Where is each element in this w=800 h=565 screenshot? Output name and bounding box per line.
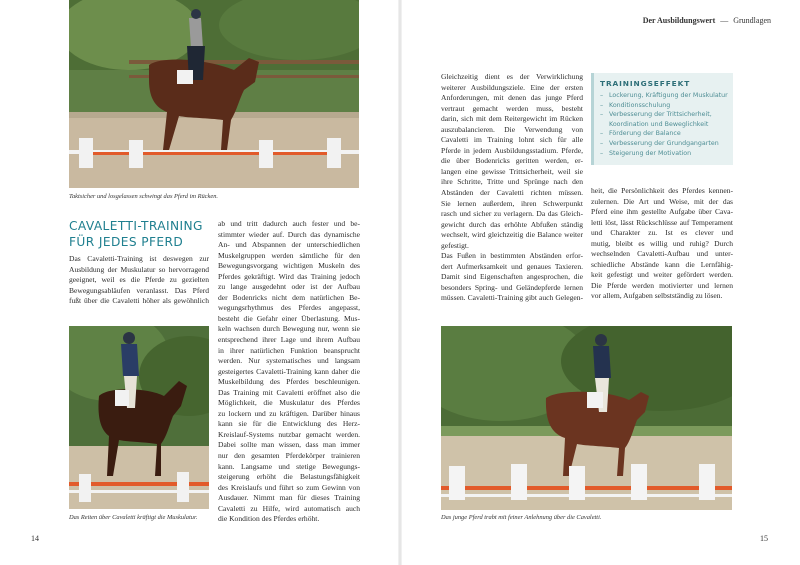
running-head-section: Grundlagen [733,16,771,25]
body-column-1 [69,254,209,307]
text-line: Die Pferde werden motivierter und lernen [591,280,733,290]
running-head [643,16,771,25]
training-effect-item-text: Förderung der Balance [609,130,681,138]
text-line: Bewegungsabläufen veranlasst. Das Pferd [69,285,209,295]
photo-rider-top-left-image [69,0,359,188]
photo-rider-top-left [69,0,359,188]
running-head-title: Der Ausbildungswert [642,16,716,25]
text-line: ihre Schritte, Tritte und Sprünge nach den [441,177,583,187]
training-effect-item-text: Verbesserung der Grundgangarten [609,139,719,147]
text-line: der Bodenricks nicht dem natürlichen Be- [218,292,360,302]
text-line: Bewegungsvorgang wichtigen Muskeln des [218,261,360,271]
text-line: Muskelbildung des Pferdes beschleunigen. [218,377,360,387]
training-effect-item [600,129,727,139]
page-gutter [398,0,402,565]
text-line: und Charakter zu. Ist es clever und [591,228,733,238]
text-line: fußt über die Cavaletti höher als gewöhnlich [69,296,209,306]
text-line: werden. Nur systematisches und langsam [218,356,360,366]
text-line: kann. Langsame und stetige Bewegungs- [218,461,360,471]
text-line: Cavaletti im Training lohnt sich für alle [441,135,583,145]
text-line: zu lockern und zu kräftigen. Darüber hinaus [218,408,360,418]
section-heading-line2: FÜR JEDES PFERD [69,235,184,249]
dash-glyph: – [600,139,604,147]
text-line: besteht die Gefahr einer Überlastung. Mus- [218,313,360,323]
training-effect-item-text: Koordination und Beweglichkeit [609,120,709,128]
text-line: Gleichzeitig dient es der Verwirklichung [441,72,583,81]
training-effect-item [600,101,727,111]
training-effect-item [600,149,727,159]
text-line: Ausdauer. Nimmt man für dieses Training [218,493,360,503]
body-column-3 [441,72,583,304]
caption-right-photo: Das junge Pferd trabt mit feiner Anlehnung über die Cavaletti. [441,514,602,521]
text-line: besonders Spring- und Geländepferde lernen [441,282,583,292]
dash-glyph: – [600,130,604,138]
text-line: Sie lernen außerdem, ihren Schwerpunkt [441,198,583,208]
text-line: die Kondition des Pferdes erhöht. [218,514,320,524]
text-line: müssen. Cavaletti-Training gibt auch Gelegen- [441,293,583,303]
training-effect-item-text: Lockerung, Kräftigung der Muskulatur [609,92,728,99]
text-line: keit gefestigt und weiter gefördert werden. [591,270,733,280]
page-number-left: 14 [31,534,39,543]
text-line: kann sie für die Entwicklung des Herz- [218,419,360,429]
text-line: wegungsrhythmus des Pferdes angepasst, [218,303,360,313]
text-line: Pferd eine ihm gestellte Aufgabe über Cava- [591,207,733,217]
text-line: wechselnden Cavaletti-Aufbau und unter- [591,249,733,259]
training-effect-box [591,73,733,165]
training-effect-item-text: Verbesserung der Trittsicherheit, [609,111,712,119]
text-line: Das Fußen in bestimmten Abständen erfor- [441,251,583,261]
text-line: Kreislauf-Systems nutzbar gemacht werden. [218,429,360,439]
training-effect-item [600,139,727,149]
text-line: gesteigertes Cavaletti-Training kann daher die [218,366,360,376]
text-line: Pferde in jedem Ausbildungsstadium. Pferde, [441,145,583,155]
text-line: keln wachsen durch Bewegung nur, wenn sie [218,324,360,334]
dash-glyph: – [600,149,604,157]
text-line: zulernen. Die Art und Weise, mit der das [591,196,733,206]
text-line: Das Training mit Cavaletti eröffnet also die [218,387,360,397]
text-line: weiterer Ausbildungsziele. Eine der ersten [441,82,583,92]
photo-rider-mid-left [69,326,209,509]
body-column-4 [591,186,733,302]
photo-rider-right [441,326,732,510]
text-line: Ausbildung der Muskulatur so hervorragend [69,264,209,274]
text-line: Anforderungen, mit denen das junge Pferd [441,93,583,103]
training-effect-item-continuation [600,120,727,130]
text-line: Abständen der Cavaletti richten müssen. [441,188,583,198]
training-effect-item-text: Steigerung der Motivation [609,149,692,157]
text-line: dert Aufmerksamkeit und genaues Taxieren. [441,261,583,271]
photo-rider-right-image [441,326,732,510]
body-column-2 [218,219,360,525]
training-effect-item-text: Konditionsschulung [609,101,671,109]
text-line: stimmter wieder auf. Durch das dynamische [218,229,360,239]
text-line: Dabei sollte man wissen, dass man immer [218,440,360,450]
text-line: geeignet, weil es die Pferde zu gezielten [69,275,209,285]
text-line: entsprechend ihrer Lage und ihrem Aufbau [218,335,360,345]
text-line: die über Bodenricks geritten werden, er- [441,156,583,166]
text-line: Das Cavaletti-Training ist deswegen zur [69,254,209,263]
dash-glyph: – [600,101,604,109]
page-number-right: 15 [760,534,768,543]
text-line: langen eine gewisse Trittsicherheit, weil sie [441,166,583,176]
dash-glyph: – [600,111,604,119]
text-line: Cavaletti zu Hilfe, wird automatisch auch [218,503,360,513]
text-line: in ihrer natürlichen Funktion beansprucht [218,345,360,355]
text-line: steigerung erhöht die Belastungsfähigkeit [218,472,360,482]
text-line: vertraut gemacht werden muss, besteht [441,103,583,113]
text-line: mutig, bleibt es willig und ruhig? Durch [591,238,733,248]
text-line: rasch und sicher zu verlagern. Da das Gleich- [441,209,583,219]
training-effect-item [600,91,727,101]
text-line: auszubalancieren. Die Verwendung von [441,124,583,134]
text-line: heit, die Persönlichkeit des Pferdes kennen- [591,186,733,195]
caption-mid-left: Das Reiten über Cavaletti kräftigt die Muskulatur. [69,514,198,521]
dash-glyph: – [600,92,604,99]
text-line: nur den gesamten Pferdekörper trainieren [218,451,360,461]
text-line: Pferdes gekräftigt. Wird das Training jedoch [218,271,360,281]
caption-top-left: Taktsicher und losgelassen schwingt das Pferd im Rücken. [69,193,218,200]
text-line: Muskelgruppen werden sämtliche für den [218,250,360,260]
text-line: An- und Abspannen der unterschiedlichen [218,240,360,250]
text-line: gefestigt. [441,240,469,250]
text-line: letti löst, lässt Rückschlüsse auf Temperament [591,217,733,227]
text-line: vor allem, Aufgaben selbstständig zu lösen. [591,291,723,301]
text-line: Möglichkeit, die Muskulatur des Pferdes [218,398,360,408]
section-heading-line1: CAVALETTI-TRAINING [69,219,203,233]
text-line: gewicht durch das erhöhte Abfußen ständig [441,219,583,229]
text-line: zu lange ausgedehnt oder ist der Aufbau [218,282,360,292]
training-effect-item [600,110,727,120]
photo-rider-mid-left-image [69,326,209,509]
text-line: Damit sind Eigenschaften angesprochen, die [441,272,583,282]
text-line: darin, sich mit dem Reitergewicht im Rücken [441,114,583,124]
text-line: schiedliche Abstände kann die Lernfähig- [591,259,733,269]
section-heading [69,218,209,250]
text-line: ab und tritt dadurch auch fester und be- [218,219,360,228]
text-line: des Kreislaufs und führt so zum Gewinn von [218,482,360,492]
training-effect-title: TRAININGSEFFEKT [600,79,691,88]
running-head-separator: — [720,16,729,25]
text-line: wechselt, wird gleichzeitig die Balance weiter [441,230,583,240]
